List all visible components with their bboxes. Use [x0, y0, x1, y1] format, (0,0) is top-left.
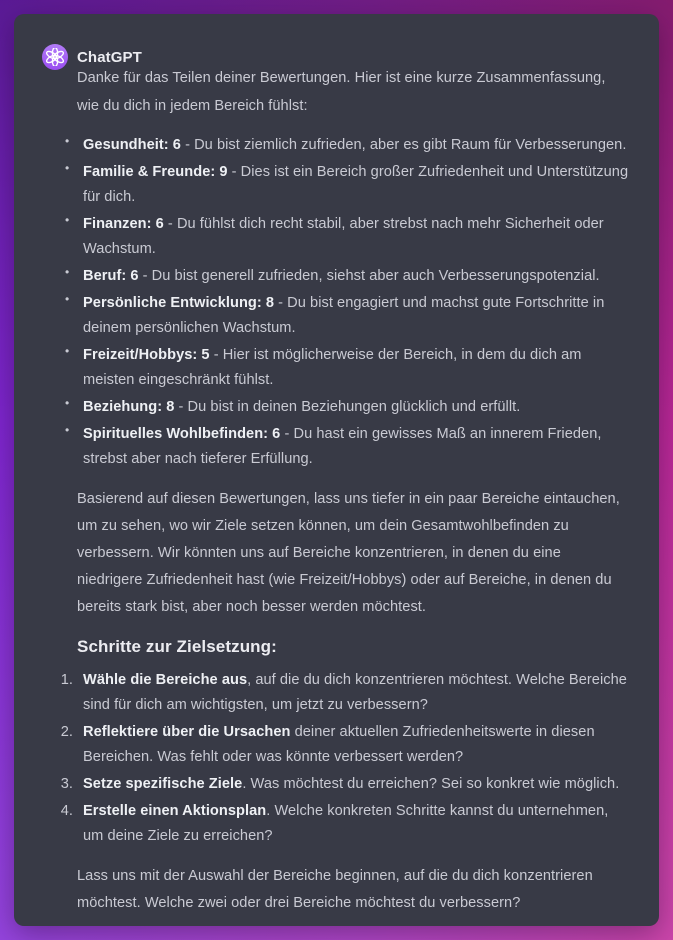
rating-item	[77, 212, 630, 262]
rating-label: Familie & Freunde: 9	[83, 164, 228, 180]
ratings-list	[77, 133, 630, 472]
rating-text: - Du bist generell zufrieden, siehst aber auch Verbesserungspotenzial.	[138, 268, 600, 284]
closing-paragraph: Lass uns mit der Auswahl der Bereiche beginnen, auf die du dich konzentrieren möchtest. Welche zwei oder drei Bereiche möchtest du verbessern?	[77, 868, 593, 911]
rating-item	[77, 133, 630, 158]
step-lead: Setze spezifische Ziele	[83, 776, 243, 792]
assistant-avatar	[42, 44, 68, 70]
analysis-paragraph: Basierend auf diesen Bewertungen, lass uns tiefer in ein paar Bereiche eintauchen, um zu sehen, wo wir Ziele setzen können, um dein Gesamtwohlbefinden zu verbessern. Wir könnten uns auf Bereiche konzentrieren, in denen du eine niedrigere Zufriedenheit hast (wie Freizeit/Hobbys) oder auf Bereiche, in denen du bereits stark bist, aber noch besser werden möchtest.	[77, 491, 620, 615]
rating-item	[77, 160, 630, 210]
step-lead: Erstelle einen Aktionsplan	[83, 803, 267, 819]
step-text: . Welche konkreten Schritte kannst du unternehmen, um deine Ziele zu erreichen?	[83, 803, 609, 844]
step-text: deiner aktuellen Zufriedenheitswerte in diesen Bereichen. Was fehlt oder was könnte verbessert werden?	[83, 724, 595, 765]
step-item	[77, 720, 630, 770]
rating-label: Beruf: 6	[83, 268, 139, 284]
rating-label: Persönliche Entwicklung: 8	[83, 295, 275, 311]
step-text: , auf die du dich konzentrieren möchtest. Welche Bereiche sind für dich am wichtigsten, um jetzt zu verbessern?	[83, 672, 627, 713]
rating-text: - Du bist ziemlich zufrieden, aber es gibt Raum für Verbesserungen.	[180, 137, 627, 153]
intro-paragraph: Danke für das Teilen deiner Bewertungen. Hier ist eine kurze Zusammenfassung, wie du dich in jedem Bereich fühlst:	[77, 70, 606, 114]
rating-label: Spirituelles Wohlbefinden: 6	[83, 426, 281, 442]
step-lead: Wähle die Bereiche aus	[83, 672, 248, 688]
steps-heading: Schritte zur Zielsetzung:	[77, 637, 277, 656]
steps-list	[77, 668, 630, 849]
step-item	[77, 799, 630, 849]
step-text: . Was möchtest du erreichen? Sei so konkret wie möglich.	[242, 776, 620, 792]
openai-logo-icon	[46, 48, 64, 66]
rating-item	[77, 291, 630, 341]
rating-text: - Hier ist möglicherweise der Bereich, in dem du dich am meisten eingeschränkt fühlst.	[83, 347, 582, 388]
step-lead: Reflektiere über die Ursachen	[83, 724, 291, 740]
step-item	[77, 668, 630, 718]
rating-label: Freizeit/Hobbys: 5	[83, 347, 210, 363]
message-content	[77, 64, 630, 917]
chat-message-panel	[14, 14, 659, 926]
rating-text: - Du fühlst dich recht stabil, aber strebst nach mehr Sicherheit oder Wachstum.	[83, 216, 604, 257]
rating-item	[77, 422, 630, 472]
rating-item	[77, 343, 630, 393]
rating-item	[77, 264, 630, 289]
rating-label: Beziehung: 8	[83, 399, 175, 415]
rating-item	[77, 395, 630, 420]
rating-text: - Dies ist ein Bereich großer Zufriedenheit und Unterstützung für dich.	[83, 164, 629, 205]
rating-text: - Du hast ein gewisses Maß an innerem Frieden, strebst aber nach tieferer Erfüllung.	[83, 426, 602, 467]
step-item	[77, 772, 630, 797]
rating-text: - Du bist in deinen Beziehungen glücklich und erfüllt.	[174, 399, 521, 415]
rating-label: Finanzen: 6	[83, 216, 164, 232]
rating-label: Gesundheit: 6	[83, 137, 181, 153]
rating-text: - Du bist engagiert und machst gute Fortschritte in deinem persönlichen Wachstum.	[83, 295, 605, 336]
message-author: ChatGPT	[77, 48, 142, 66]
